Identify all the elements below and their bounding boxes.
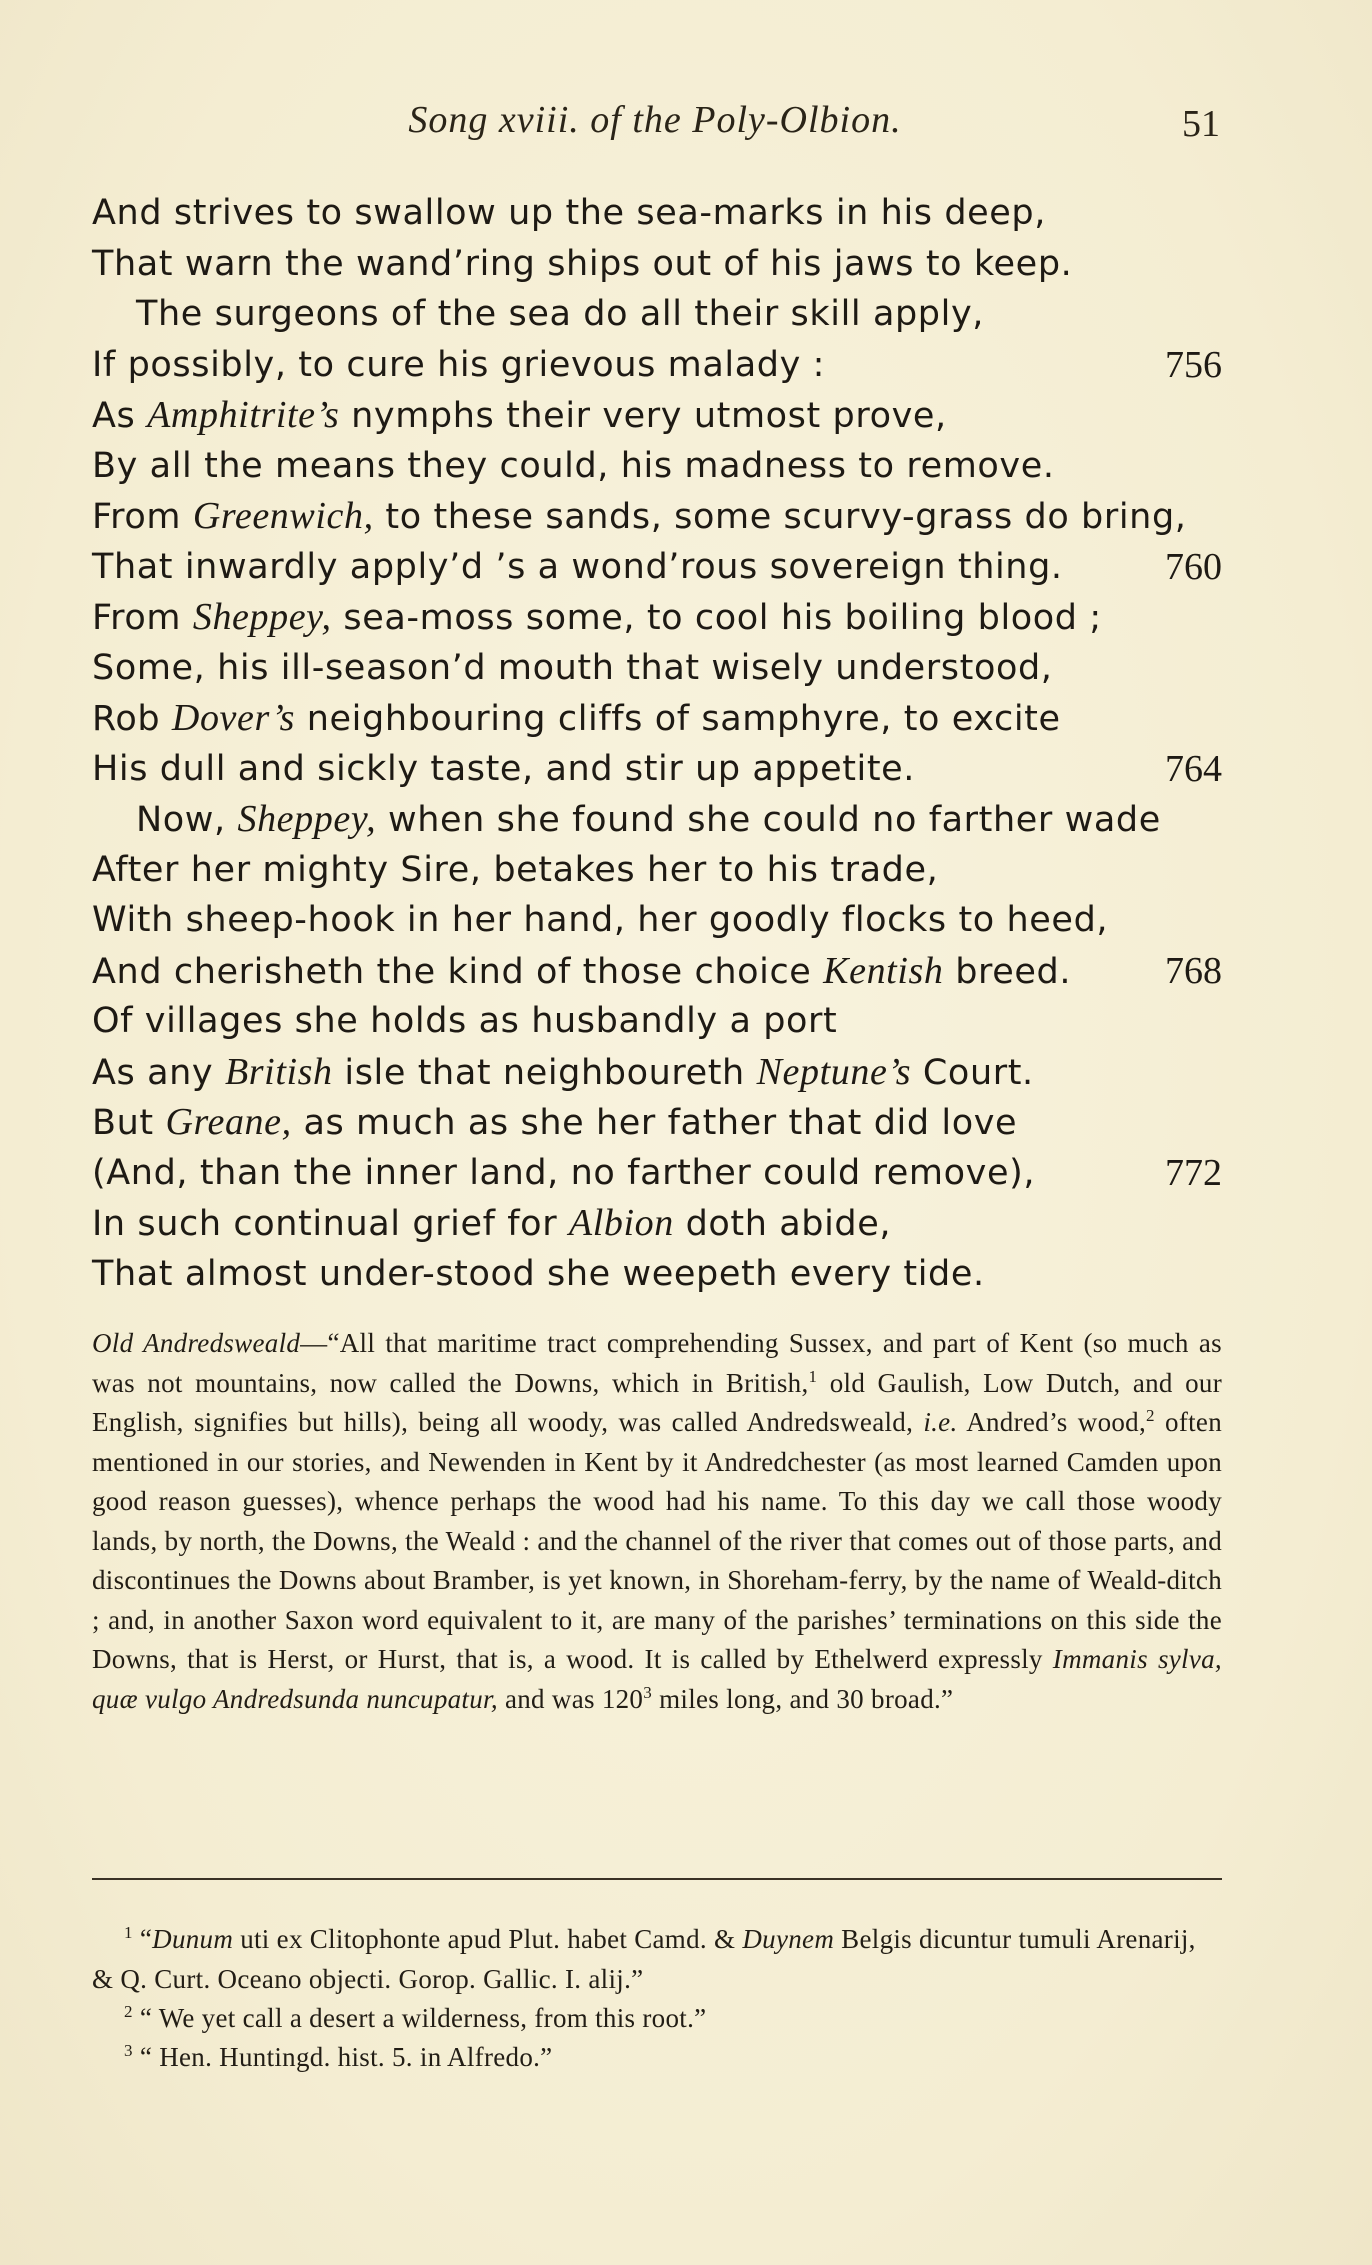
poem-line: [92, 794, 1222, 845]
line-text: Court.: [911, 1052, 1034, 1093]
poem-line: [92, 744, 1222, 795]
running-title: Song xviii. of the Poly-Olbion.: [408, 99, 902, 141]
line-text: Now,: [136, 800, 238, 840]
italic-name: Albion: [568, 1202, 674, 1244]
line-text: Some, his ill-season’d mouth that wisely understood,: [92, 647, 1053, 688]
line-text: That warn the wand’ring ships out of his jaws to keep.: [92, 243, 1073, 284]
line-number: 756: [1165, 343, 1222, 386]
line-text: From: [92, 598, 193, 638]
footnote: [92, 2038, 1254, 2078]
italic-name: Greenwich,: [192, 495, 374, 537]
footnote-text: “ Hen. Huntingd. hist. 5. in Alfredo.”: [132, 2042, 553, 2072]
poem-line: [92, 390, 1222, 441]
line-number: 760: [1165, 545, 1222, 588]
line-number: 764: [1165, 747, 1222, 790]
line-text: nymphs their very utmost prove,: [339, 396, 947, 436]
poem-line: [92, 1047, 1222, 1098]
line-text: to these sands, some scurvy-grass do bring,: [373, 497, 1187, 537]
footnote-ref: 2: [1146, 1406, 1155, 1425]
footnote-ref: 3: [643, 1682, 653, 1702]
note-abbrev: i.e.: [923, 1407, 958, 1437]
poem-line: [92, 693, 1222, 744]
line-text: as much as she her father that did love: [291, 1103, 1018, 1143]
poem-line: [92, 1097, 1222, 1148]
latin-quote: Immanis sylva, quæ vulgo Andredsunda nuncupatur,: [92, 1644, 1222, 1714]
line-text: That almost under-stood she weepeth every tide.: [92, 1253, 985, 1294]
line-text: After her mighty Sire, betakes her to his trade,: [92, 849, 939, 890]
line-text: With sheep-hook in her hand, her goodly flocks to heed,: [92, 900, 1109, 940]
line-text: From: [92, 497, 193, 537]
line-text: And strives to swallow up the sea-marks in his deep,: [92, 193, 1046, 233]
poem-line: [92, 289, 1222, 340]
note-heading: Old Andredsweald: [92, 1328, 301, 1358]
line-text: By all the means they could, his madness to remove.: [92, 445, 1055, 486]
poem-line: [92, 946, 1222, 997]
note-text: miles long, and 30 broad.”: [652, 1683, 954, 1714]
line-number: 768: [1165, 949, 1222, 992]
poem-stanza: [92, 188, 1222, 1299]
italic-name: British: [224, 1050, 333, 1093]
italic-name: Greane,: [165, 1101, 292, 1143]
line-text: And cherisheth the kind of those choice: [92, 951, 824, 992]
footnote-marker: 3: [124, 2041, 133, 2060]
line-text: The surgeons of the sea do all their skill apply,: [136, 294, 984, 334]
footnote-italic: Duynem: [742, 1924, 835, 1954]
poem-line: [92, 542, 1222, 593]
page-number: 51: [1182, 103, 1220, 145]
poem-line: [92, 1148, 1222, 1199]
note-text: old Gaulish, Low Dutch, and our English, signifies but hills), being all woody, was called Andredsweald,: [92, 1367, 1222, 1437]
italic-name: Sheppey,: [192, 596, 332, 638]
footnote-marker: 1: [124, 1923, 133, 1942]
poem-line: [92, 441, 1222, 492]
footnote-divider: [92, 1878, 1222, 1880]
footnote-text: “ We yet call a desert a wilderness, from this root.”: [132, 2003, 707, 2033]
line-text: (And, than the inner land, no farther could remove),: [92, 1152, 1036, 1193]
poem-line: [92, 1249, 1222, 1300]
footnote-ref: 1: [808, 1366, 818, 1386]
line-text: sea-moss some, to cool his boiling blood ;: [331, 598, 1102, 638]
poem-line: [92, 188, 1222, 239]
italic-name: Kentish: [823, 949, 944, 992]
line-text: In such continual grief for: [92, 1204, 569, 1244]
note-text: often mentioned in our stories, and Newenden in Kent by it Andredchester (as most learned Camden upon good reason guesses), whence perhaps the wood had his name. To this day we call those woody lands, by north, the Downs, the Weald : and the channel of the river that comes out of those parts, and discontinues the Downs about Bramber, is yet known, in Shoreham-ferry, by the name of Weald-ditch ; and, in another Saxon word equivalent to it, are many of the parishes’ terminations on this side the Downs, that is Herst, or Hurst, that is, a wood. It is called by Ethelwerd expressly: [92, 1407, 1223, 1674]
running-header: [90, 98, 1220, 158]
italic-name: Amphitrite’s: [147, 394, 340, 436]
poem-line: [92, 491, 1222, 542]
poem-line: [92, 845, 1222, 896]
line-text: doth abide,: [673, 1204, 892, 1244]
footnote-italic: Dunum: [152, 1924, 234, 1954]
italic-name: Sheppey,: [237, 798, 377, 840]
line-text: If possibly, to cure his grievous malady :: [92, 344, 826, 385]
line-text: breed.: [943, 951, 1072, 992]
note-text: —“All that maritime tract comprehending Sussex, and part of Kent (so much as was not mountains, now called the Downs, which in British,: [92, 1328, 1222, 1398]
italic-name: Dover’s: [171, 697, 296, 739]
line-text: Of villages she holds as husbandly a port: [92, 1001, 838, 1041]
note-text: and was 120: [497, 1683, 644, 1714]
line-text: isle that neighboureth: [332, 1052, 757, 1093]
line-text: His dull and sickly taste, and stir up appetite.: [92, 748, 916, 789]
italic-name: Neptune’s: [756, 1050, 912, 1093]
footnote: [92, 1920, 1222, 1999]
line-text: when she found she could no farther wade: [376, 800, 1161, 840]
line-text: That inwardly apply’d ’s a wond’rous sovereign thing.: [92, 546, 1063, 587]
commentary-note: [92, 1324, 1222, 1719]
poem-line: [92, 1198, 1222, 1249]
footnote-marker: 2: [124, 2002, 133, 2021]
footnote-text: Belgis dicuntur tumuli Arenarij, & Q. Curt. Oceano objecti. Gorop. Gallic. I. alij.”: [92, 1924, 1196, 1994]
poem-line: [92, 895, 1222, 946]
poem-line: [92, 592, 1222, 643]
line-text: As any: [92, 1052, 225, 1093]
line-text: Rob: [92, 699, 172, 739]
poem-line: [92, 239, 1222, 290]
footnote: [92, 1999, 1254, 2039]
footnote-text: “: [132, 1924, 153, 1954]
poem-line: [92, 643, 1222, 694]
line-text: As: [92, 396, 148, 436]
poem-line: [92, 340, 1222, 391]
line-text: neighbouring cliffs of samphyre, to excite: [295, 699, 1061, 739]
poem-line: [92, 996, 1222, 1047]
line-number: 772: [1165, 1151, 1222, 1194]
footnote-text: uti ex Clitophonte apud Plut. habet Camd. &: [233, 1924, 743, 1954]
note-text: Andred’s wood,: [957, 1407, 1147, 1437]
line-text: But: [92, 1103, 166, 1143]
